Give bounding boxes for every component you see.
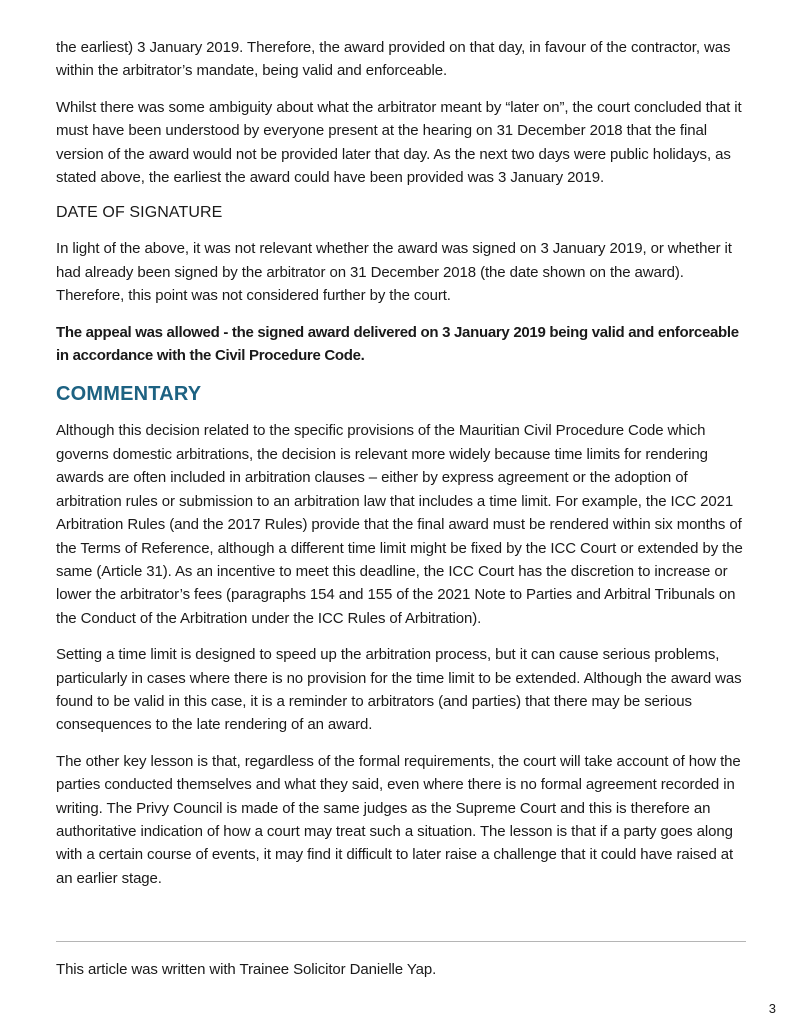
- paragraph-date-of-signature: In light of the above, it was not relevant whether the award was signed on 3 January 2019, or whether it had already been signed by the arbitrator on 31 December 2018 (the date shown on the award). Therefore, this point was not considered further by the court.: [56, 240, 732, 305]
- document-body: [56, 36, 746, 903]
- commentary-paragraph-consequences: Setting a time limit is designed to speed up the arbitration process, but it can cause serious problems, particularly in cases where there is no provision for the time limit to be extended. Although the award was found to be valid in this case, it is a reminder to arbitrators (and parties) that there may be serious consequences to the late rendering of an award.: [56, 646, 742, 734]
- section-title-commentary: COMMENTARY: [56, 383, 202, 406]
- paragraph-award-validity: the earliest) 3 January 2019. Therefore, the award provided on that day, in favour of the contractor, was within the arbitrator’s mandate, being valid and enforceable.: [56, 39, 731, 80]
- commentary-paragraph-time-limits: Although this decision related to the specific provisions of the Mauritian Civil Procedure Code which governs domestic arbitrations, the decision is relevant more widely because time limits for rendering awards are often included in arbitration clauses – either by express agreement or the adoption of arbitration rules or submission to an arbitration law that includes a time limit. For example, the ICC 2021 Arbitration Rules (and the 2017 Rules) provide that the final award must be rendered within six months of the Terms of Reference, although a different time limit might be fixed by the ICC Court or extended by the same (Article 31). As an incentive to meet this deadline, the ICC Court has the discretion to increase or lower the arbitrator’s fees (paragraphs 154 and 155 of the 2021 Note to Parties and Arbitral Tribunals on the Conduct of the Arbitration under the ICC Rules of Arbitration).: [56, 422, 743, 627]
- author-note: This article was written with Trainee Solicitor Danielle Yap.: [56, 961, 437, 978]
- horizontal-divider: [56, 941, 746, 942]
- commentary-paragraph-key-lesson: The other key lesson is that, regardless of the formal requirements, the court will take account of how the parties conducted themselves and what they said, even where there is no formal agreement recorded in writing. The Privy Council is made of the same judges as the Supreme Court and this is therefore an authoritative indication of how a court may treat such a situation. The lesson is that if a party goes along with a certain course of events, it may find it difficult to later raise a challenge that it could have raised at an earlier stage.: [56, 752, 741, 887]
- subheading-date-of-signature: DATE OF SIGNATURE: [56, 204, 223, 222]
- paragraph-later-on-ambiguity: Whilst there was some ambiguity about what the arbitrator meant by “later on”, the court concluded that it must have been understood by everyone present at the hearing on 31 December 2018 that the final version of the award would not be provided later that day. As the next two days were public holidays, as stated above, the earliest the award could have been provided was 3 January 2019.: [56, 98, 742, 187]
- page-number: 3: [768, 1001, 776, 1016]
- holding-paragraph: The appeal was allowed - the signed award delivered on 3 January 2019 being valid and enforceable in accordance with the Civil Procedure Code.: [56, 323, 739, 365]
